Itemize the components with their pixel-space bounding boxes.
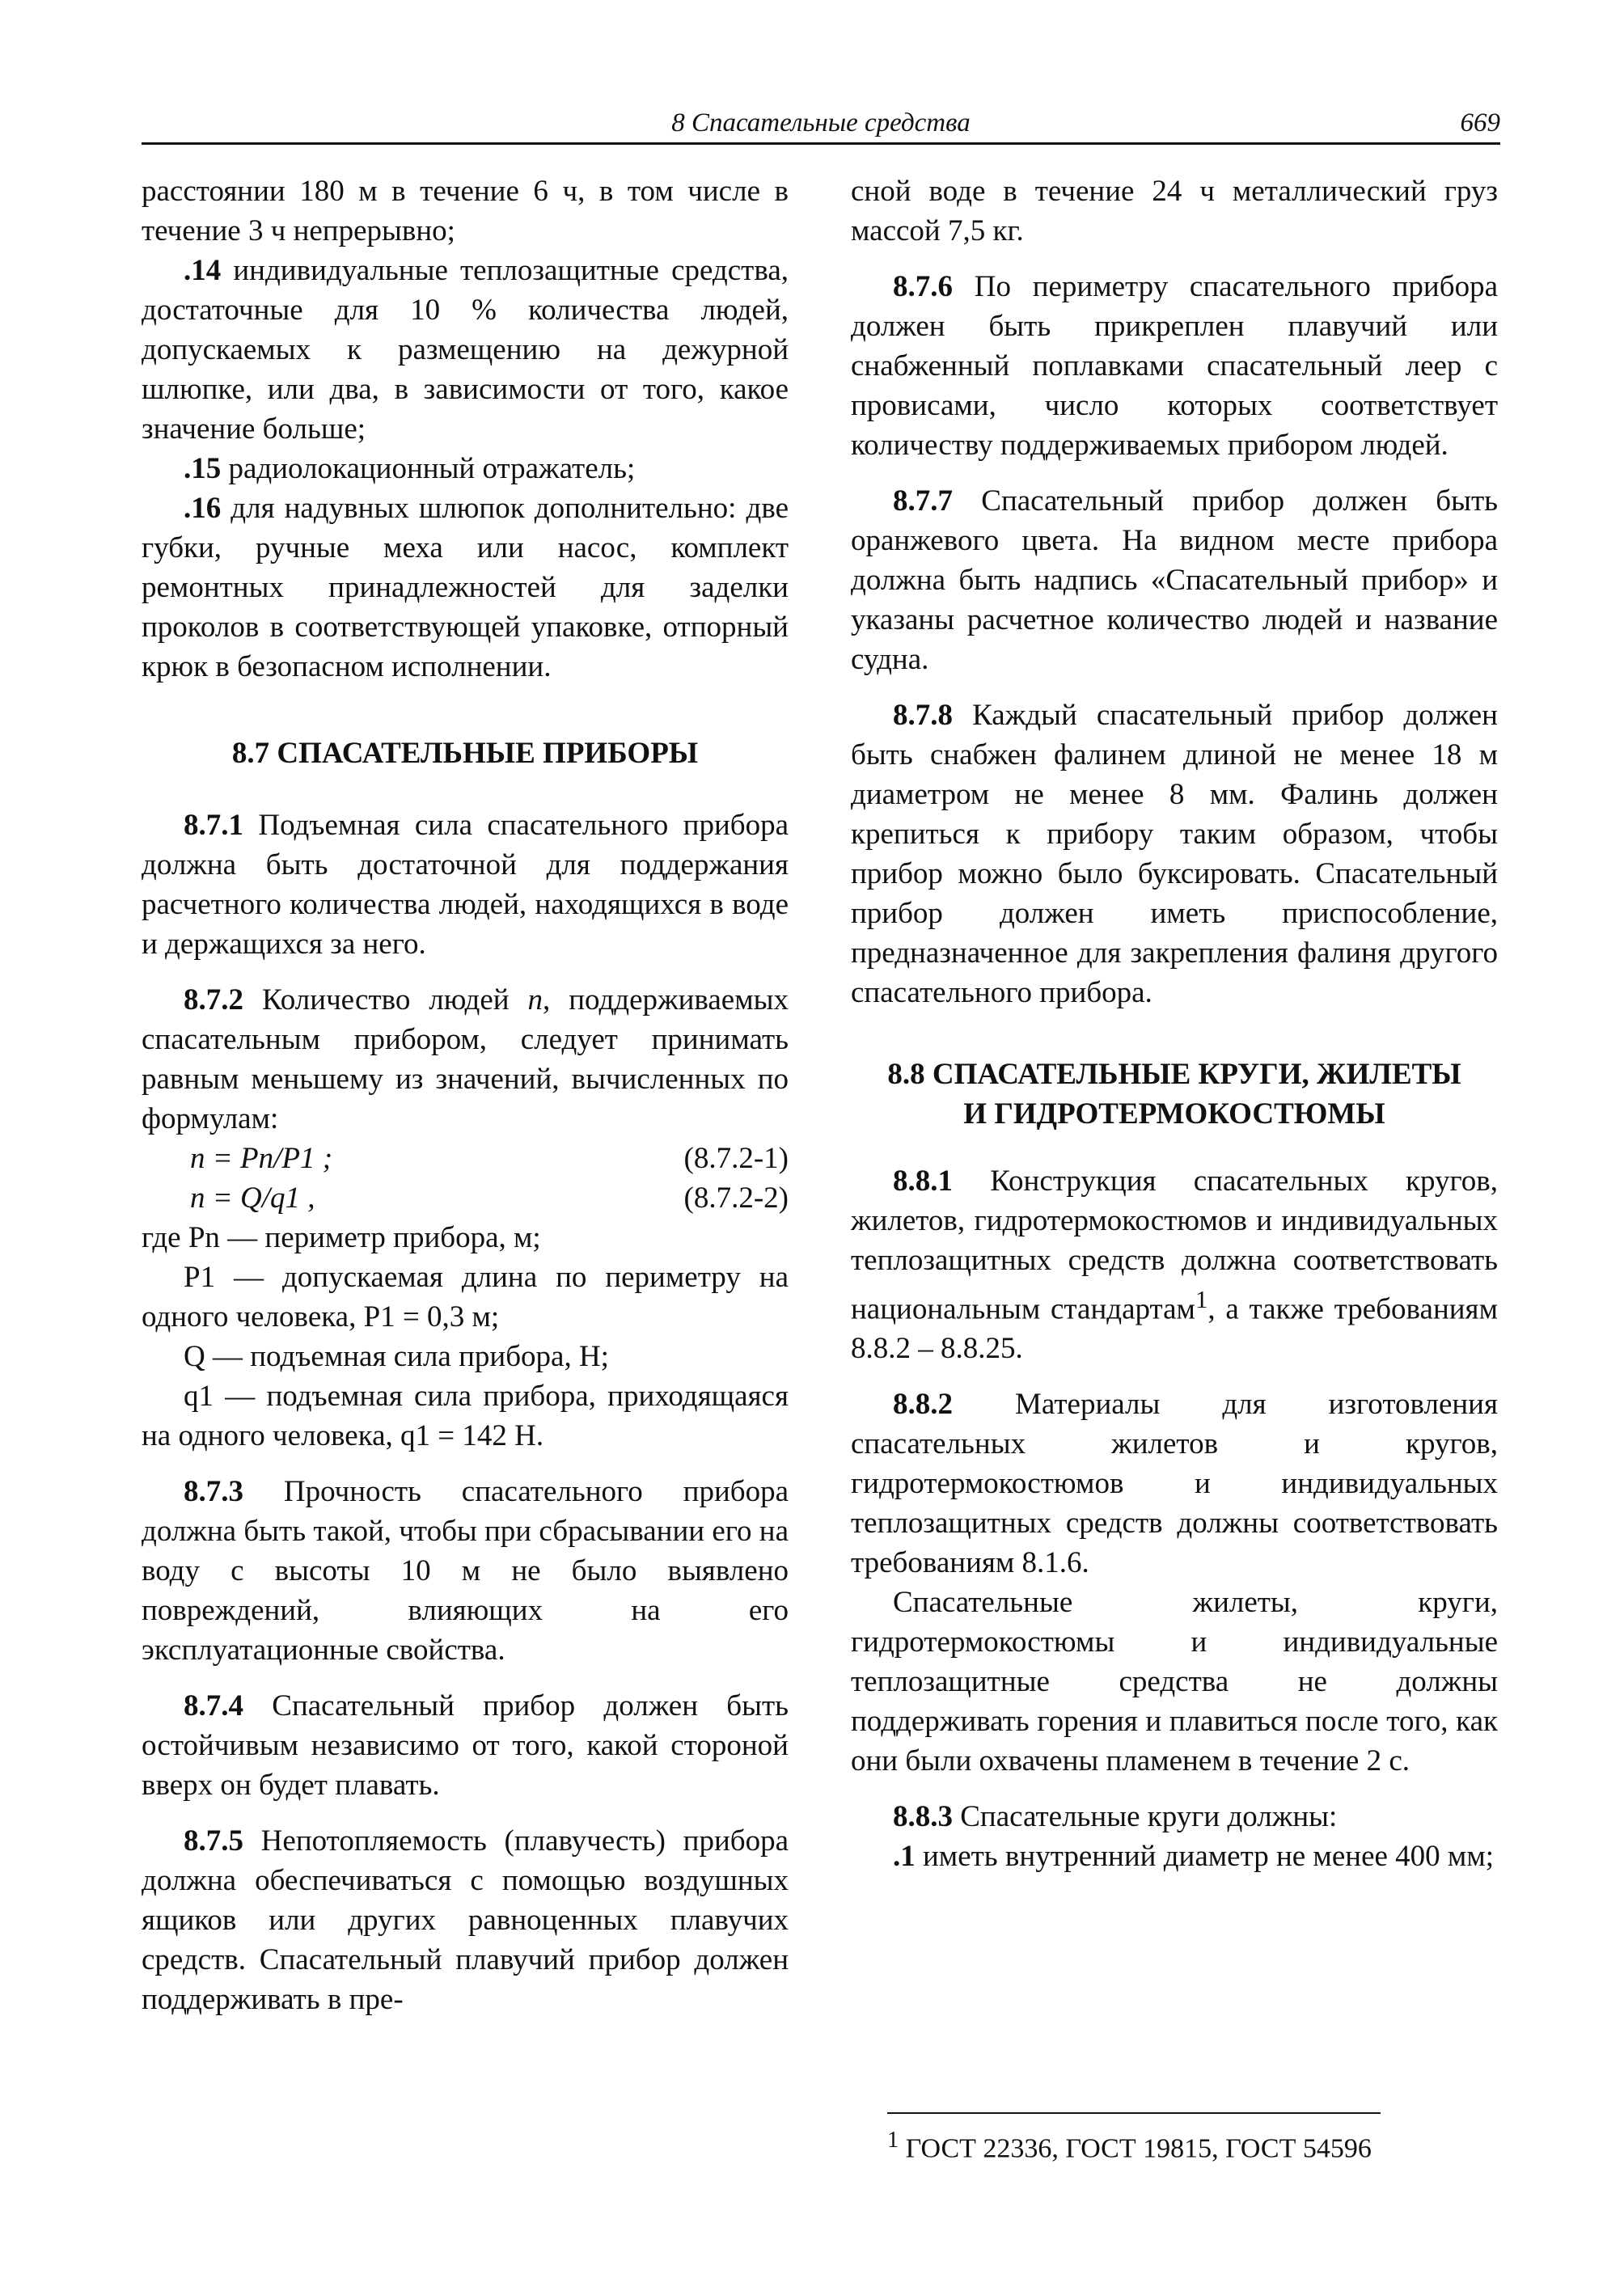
- item-number: .15: [184, 452, 222, 485]
- clause-text: Прочность спасательного прибора должна быть такой, чтобы при сбрасывании его на воду с высоты 10 м не было выявлено повреждений, влияющих на его эксплуатационные свойства.: [142, 1475, 789, 1667]
- paragraph-continuation: сной воде в течение 24 ч металлический груз массой 7,5 кг.: [851, 175, 1498, 247]
- clause-text: Спасательный прибор должен быть оранжевого цвета. На видном месте прибора должна быть надпись «Спасательный прибор» и указаны расчетное количество людей и название судна.: [851, 484, 1498, 676]
- clause-number: 8.7.6: [893, 270, 953, 303]
- variable-n: n: [527, 983, 543, 1017]
- clause-text: Материалы для изготовления спасательных жилетов и кругов, гидротермокостюмов и индивидуальных теплозащитных средств должны соответствовать требованиям 8.1.6.: [851, 1388, 1498, 1580]
- clause-number: 8.7.3: [184, 1475, 243, 1508]
- paragraph-8-7-3: [142, 1472, 789, 1670]
- where-line-p1: P1 — допускаемая длина по периметру на одного человека, P1 = 0,3 м;: [142, 1261, 789, 1334]
- paragraph-8-7-1: [142, 805, 789, 964]
- paragraph-8-7-2: [142, 980, 789, 1139]
- list-item-15: [142, 449, 789, 488]
- formula-number: (8.7.2-2): [683, 1181, 789, 1215]
- paragraph-8-7-5: [142, 1821, 789, 2019]
- paragraph-8-8-3: [851, 1797, 1498, 1837]
- item-number: .1: [893, 1840, 916, 1874]
- where-line-pn: где Pn — периметр прибора, м;: [142, 1221, 541, 1254]
- clause-number: 8.7.7: [893, 484, 953, 518]
- footnote-reference: 1: [1195, 1286, 1208, 1313]
- footnote-separator: [887, 2112, 1381, 2114]
- list-item-1: [851, 1837, 1498, 1876]
- section-heading-8-8: [851, 1055, 1498, 1134]
- clause-text: Спасательный прибор должен быть остойчивым независимо от того, какой стороной вверх он будет плавать.: [142, 1689, 789, 1802]
- page-number: 669: [1460, 108, 1500, 137]
- heading-line-2: И ГИДРОТЕРМОКОСТЮМЫ: [963, 1097, 1385, 1131]
- clause-text: Непотопляемость (плавучесть) прибора должна обеспечиваться с помощью воздушных ящиков или других равноценных плавучих средств. Спасательный плавучий прибор должен поддерживать в пре-: [142, 1824, 789, 2016]
- footnote-marker: 1: [887, 2128, 899, 2153]
- clause-number: 8.8.2: [893, 1388, 953, 1422]
- clause-number: 8.7.2: [184, 983, 243, 1017]
- paragraph-8-7-6: [851, 267, 1498, 465]
- clause-text: Количество людей: [243, 983, 528, 1017]
- paragraph-8-7-8: [851, 695, 1498, 1012]
- paragraph-continuation: расстоянии 180 м в течение 6 ч, в том числе в течение 3 ч непрерывно;: [142, 175, 789, 247]
- clause-text: Каждый спасательный прибор должен быть снабжен фалинем длиной не менее 18 м диаметром не менее 8 мм. Фалинь должен крепиться к прибору таким образом, чтобы прибор можно было буксировать. Спасательный прибор должен иметь приспособление, предназначенное для закрепления фалиня другого спасательного прибора.: [851, 699, 1498, 1009]
- clause-number: 8.7.5: [184, 1824, 243, 1858]
- paragraph-8-8-2: [851, 1384, 1498, 1583]
- clause-number: 8.7.4: [184, 1689, 243, 1722]
- left-column: [142, 171, 789, 2019]
- list-item-16: [142, 488, 789, 687]
- heading-line-1: 8.8 СПАСАТЕЛЬНЫЕ КРУГИ, ЖИЛЕТЫ: [887, 1058, 1461, 1091]
- formula-expression: n = Pn/P1 ;: [190, 1142, 333, 1175]
- item-text: индивидуальные теплозащитные средства, достаточные для 10 % количества людей, допускаемых к размещению на дежурной шлюпке, или два, в зависимости от того, какое значение больше;: [142, 254, 789, 446]
- formula-8-7-2-1: [142, 1139, 789, 1178]
- clause-text: , а также требованиям 8.8.2 – 8.8.25.: [851, 1292, 1498, 1366]
- footnote: [887, 2123, 1372, 2166]
- clause-number: 8.7.1: [184, 809, 243, 842]
- clause-text: Подъемная сила спасательного прибора должна быть достаточной для поддержания расчетного количества людей, находящихся в воде и держащихся за него.: [142, 809, 789, 961]
- item-text: радиолокационный отражатель;: [221, 452, 636, 485]
- clause-text: Спасательные круги должны:: [953, 1800, 1338, 1834]
- where-line-q1: q1 — подъемная сила прибора, приходящаяся на одного человека, q1 = 142 Н.: [142, 1380, 789, 1452]
- item-text: для надувных шлюпок дополнительно: две губки, ручные меха или насос, комплект ремонтных принадлежностей для заделки проколов в соответствующей упаковке, отпорный крюк в безопасном исполнении.: [142, 492, 789, 683]
- running-header: [142, 105, 1500, 145]
- clause-number: 8.8.3: [893, 1800, 953, 1834]
- item-text: иметь внутренний диаметр не менее 400 мм;: [915, 1840, 1495, 1874]
- clause-text: , поддерживаемых спасательным прибором, следует принимать равным меньшему из значений, вычисленных по формулам:: [142, 983, 789, 1135]
- item-number: .14: [184, 254, 222, 287]
- list-item-14: [142, 251, 789, 449]
- section-title: 8 Спасательные средства: [671, 108, 971, 137]
- right-column: [851, 171, 1498, 1876]
- where-line-q: Q — подъемная сила прибора, Н;: [184, 1340, 609, 1373]
- item-number: .16: [184, 492, 222, 525]
- paragraph-8-8-1: [851, 1161, 1498, 1368]
- clause-text: Конструкция спасательных кругов, жилетов, гидротермокостюмов и индивидуальных теплозащитных средств должна соответствовать национальным стандартам: [851, 1165, 1498, 1326]
- formula-expression: n = Q/q1 ,: [190, 1181, 315, 1215]
- clause-number: 8.8.1: [893, 1165, 953, 1198]
- paragraph-8-7-7: [851, 481, 1498, 679]
- clause-text: По периметру спасательного прибора должен быть прикреплен плавучий или снабженный поплавками спасательный леер с провисами, число которых соответствует количеству поддерживаемых прибором людей.: [851, 270, 1498, 462]
- formula-number: (8.7.2-1): [683, 1142, 789, 1175]
- clause-number: 8.7.8: [893, 699, 953, 732]
- footnote-text: ГОСТ 22336, ГОСТ 19815, ГОСТ 54596: [899, 2133, 1372, 2164]
- section-heading-8-7: 8.7 СПАСАТЕЛЬНЫЕ ПРИБОРЫ: [231, 737, 699, 770]
- paragraph-8-7-4: [142, 1686, 789, 1805]
- formula-8-7-2-2: [142, 1178, 789, 1218]
- paragraph-8-8-2-b: Спасательные жилеты, круги, гидротермокостюмы и индивидуальные теплозащитные средства не должны поддерживать горения и плавиться после того, как они были охвачены пламенем в течение 2 с.: [851, 1586, 1498, 1778]
